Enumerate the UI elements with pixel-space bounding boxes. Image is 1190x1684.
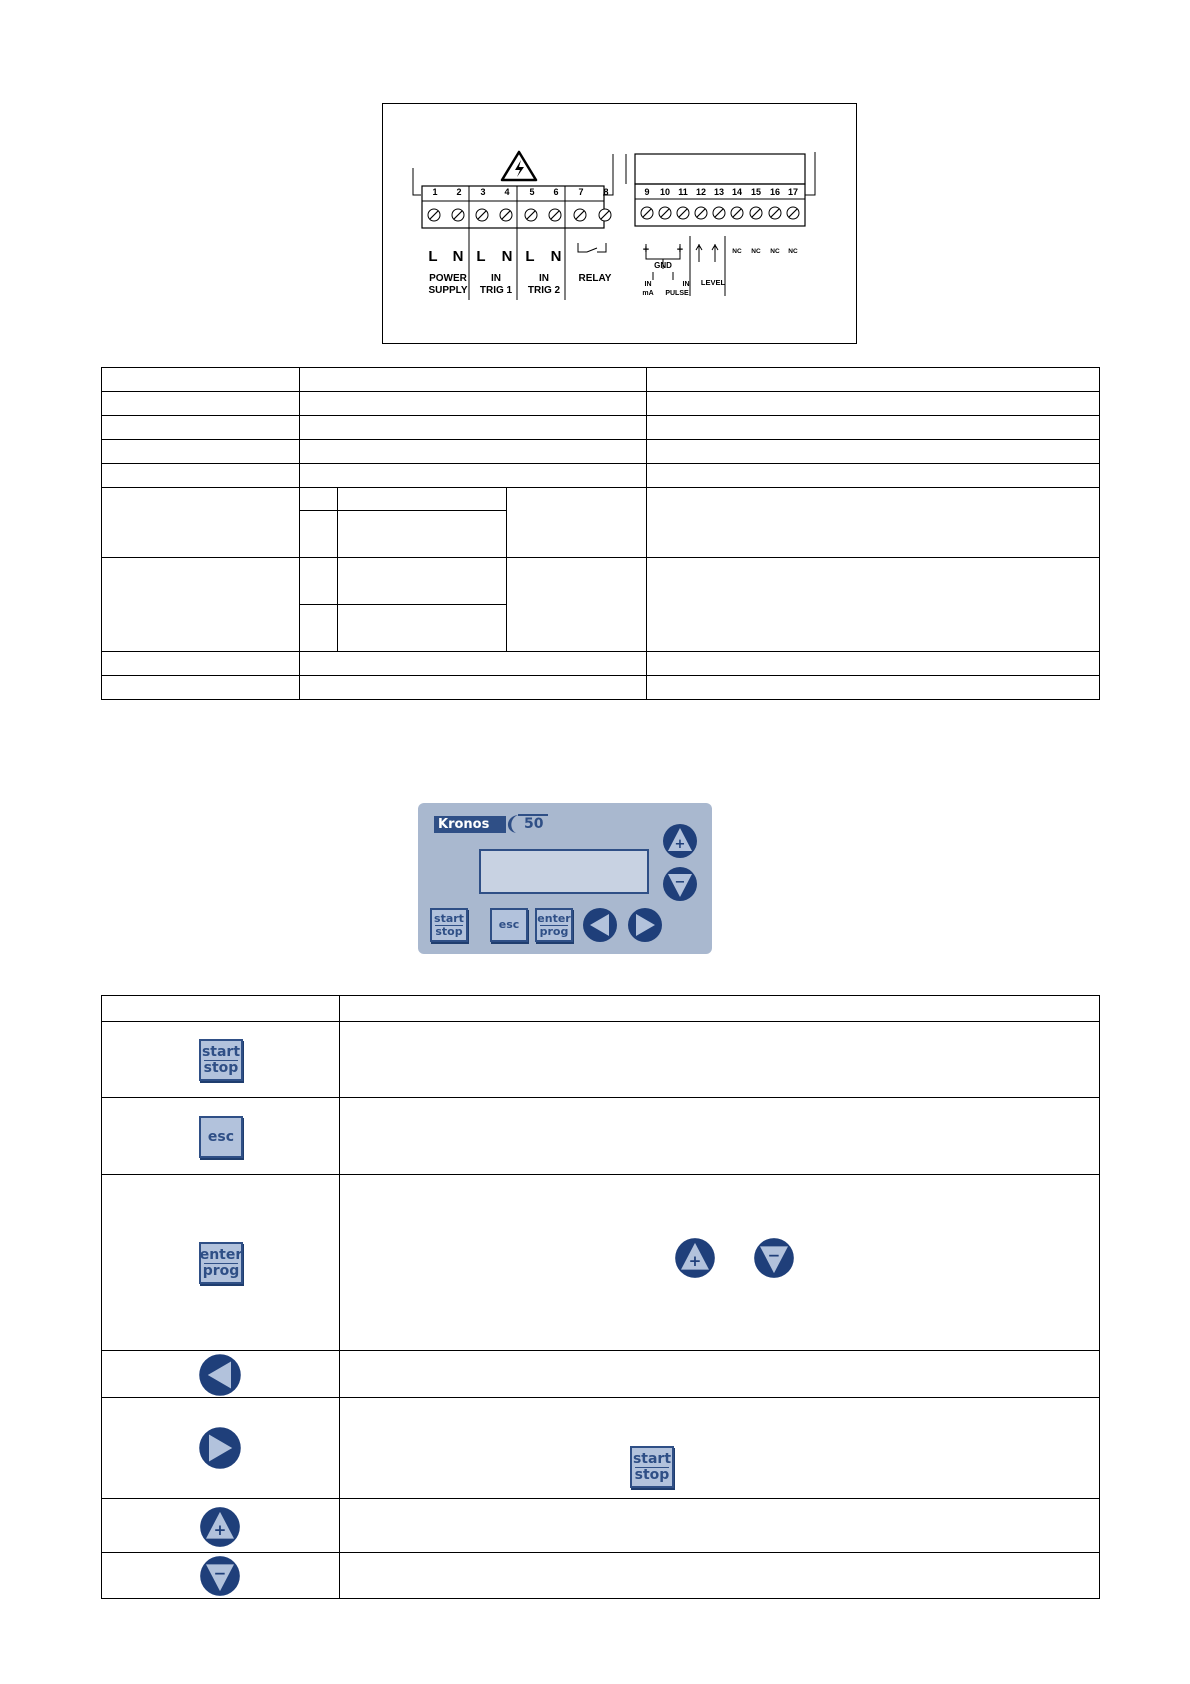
start-stop-button[interactable] xyxy=(430,908,468,942)
esc-button[interactable] xyxy=(490,908,528,942)
minus-icon: − xyxy=(674,875,686,890)
in-trig1-label: TRIG 1 xyxy=(479,285,513,296)
right-arrow-key-icon xyxy=(198,1426,242,1470)
table-row xyxy=(102,1499,1100,1553)
table-row xyxy=(102,1098,1100,1175)
terminal-number: 1 xyxy=(432,187,438,197)
brand-name: Kronos xyxy=(438,817,490,832)
warning-icon xyxy=(502,152,536,180)
terminal-number: 16 xyxy=(769,187,781,197)
neutral-label: N xyxy=(452,248,464,265)
terminal-number: 9 xyxy=(644,187,650,197)
table-row xyxy=(102,652,1100,676)
table-row xyxy=(102,464,1100,488)
minus-down-key-icon xyxy=(199,1555,241,1597)
plus-label: + xyxy=(676,244,684,256)
terminal-number: 2 xyxy=(456,187,462,197)
table-row xyxy=(102,676,1100,700)
terminal-number: 7 xyxy=(578,187,584,197)
terminal-number: 3 xyxy=(480,187,486,197)
plus-up-key-icon xyxy=(199,1506,241,1548)
table-row xyxy=(102,440,1100,464)
left-arrow-key-icon xyxy=(198,1353,242,1397)
left-arrow-button[interactable] xyxy=(582,907,618,943)
esc-key-icon xyxy=(199,1116,243,1158)
in-trig2-label: IN xyxy=(539,273,549,284)
terminal-number: 14 xyxy=(731,187,743,197)
table-row xyxy=(102,1553,1100,1599)
brand-logo xyxy=(434,815,554,835)
plus-icon: + xyxy=(674,837,686,852)
esc-label: esc xyxy=(207,1128,235,1145)
minus-down-button[interactable] xyxy=(662,866,698,902)
power-supply-label: SUPPLY xyxy=(428,285,468,296)
table-row xyxy=(102,416,1100,440)
enter-prog-key-icon xyxy=(199,1242,243,1284)
table-row xyxy=(102,488,1100,511)
table-row xyxy=(102,558,1100,605)
terminal-number: 12 xyxy=(695,187,707,197)
keypad-panel xyxy=(418,803,712,954)
in-pulse-label: IN xyxy=(682,281,690,288)
in-trig1-label: IN xyxy=(491,273,501,284)
neutral-label: N xyxy=(550,248,562,265)
gnd-label: GND xyxy=(654,261,672,270)
enter-label: enter xyxy=(537,911,571,925)
start-label: start xyxy=(201,1043,241,1060)
stop-label: stop xyxy=(435,924,463,938)
nc-label: NC xyxy=(751,248,761,255)
power-supply-label: POWER xyxy=(429,273,467,284)
table-row xyxy=(102,1351,1100,1398)
prog-label: prog xyxy=(202,1262,240,1279)
line-label: L xyxy=(476,248,486,265)
terminal-diagram xyxy=(382,103,857,344)
key-function-table xyxy=(101,995,1100,1599)
start-stop-key-icon xyxy=(199,1039,243,1081)
nc-label: NC xyxy=(770,248,780,255)
table-row xyxy=(102,1022,1100,1098)
terminal-number: 17 xyxy=(787,187,799,197)
relay-label: RELAY xyxy=(578,273,612,284)
terminal-number: 15 xyxy=(750,187,762,197)
lcd-display xyxy=(479,849,649,894)
plus-icon: + xyxy=(213,1521,227,1540)
right-arrow-button[interactable] xyxy=(627,907,663,943)
table-row xyxy=(102,392,1100,416)
table-row xyxy=(102,1175,1100,1351)
minus-icon: − xyxy=(767,1246,781,1265)
start-label: start xyxy=(434,911,464,925)
level-label: LEVEL xyxy=(700,278,726,287)
minus-down-key-icon xyxy=(753,1237,795,1279)
terminal-number: 11 xyxy=(678,187,688,197)
in-trig2-label: TRIG 2 xyxy=(527,285,561,296)
start-stop-key-icon xyxy=(630,1446,674,1488)
terminal-number: 6 xyxy=(553,187,559,197)
terminal-table xyxy=(101,367,1100,700)
table-row xyxy=(102,1398,1100,1499)
terminal-diagram-svg xyxy=(383,104,856,343)
in-ma-label: mA xyxy=(642,290,654,297)
table-row xyxy=(102,996,1100,1022)
minus-icon: − xyxy=(213,1564,227,1583)
terminal-number: 10 xyxy=(659,187,671,197)
plus-up-key-icon xyxy=(674,1237,716,1279)
enter-prog-button[interactable] xyxy=(535,908,573,942)
nc-label: NC xyxy=(788,248,798,255)
plus-up-button[interactable] xyxy=(662,823,698,859)
table-row xyxy=(102,368,1100,392)
stop-label: stop xyxy=(634,1466,670,1483)
terminal-number: 5 xyxy=(529,187,535,197)
plus-icon: + xyxy=(688,1252,702,1271)
esc-label: esc xyxy=(498,918,520,931)
neutral-label: N xyxy=(501,248,513,265)
terminal-number: 8 xyxy=(603,187,609,197)
plus-label: + xyxy=(642,244,650,256)
line-label: L xyxy=(428,248,438,265)
model-number: 50 xyxy=(524,816,544,832)
terminal-number: 13 xyxy=(713,187,725,197)
in-pulse-label: PULSE xyxy=(665,290,689,297)
in-ma-label: IN xyxy=(644,281,652,288)
terminal-number: 4 xyxy=(504,187,510,197)
start-label: start xyxy=(632,1450,672,1467)
prog-label: prog xyxy=(539,924,569,938)
enter-label: enter xyxy=(199,1246,243,1263)
stop-label: stop xyxy=(203,1059,239,1076)
line-label: L xyxy=(525,248,535,265)
nc-label: NC xyxy=(732,248,742,255)
